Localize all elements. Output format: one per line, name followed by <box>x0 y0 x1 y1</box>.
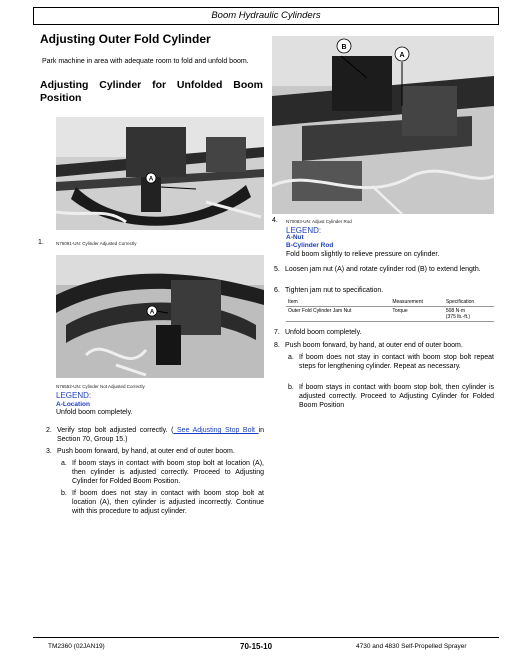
section-intro: Park machine in area with adequate room to fold and unfold boom. <box>42 58 249 65</box>
figure3-caption: N70083-UN: Adjust Cylinder Rod <box>286 219 352 224</box>
step-text: Push boom forward, by hand, at outer end of outer boom. <box>285 342 463 349</box>
substep-text: If boom does not stay in contact with boom stop bolt at location (A), then cylinder is adjusted incorrectly. Continue with this procedure to adjust cylinder. <box>72 490 264 515</box>
subsection-title-word: Boom <box>233 79 263 91</box>
step-text: Tighten jam nut to specification. <box>285 287 384 294</box>
figure1-caption: N76091-UN: Cylinder Adjusted Correctly <box>56 241 137 246</box>
footer-page-number: 70-15-10 <box>240 642 273 651</box>
substep-number: b. <box>61 490 67 497</box>
spec-table-header <box>286 298 494 307</box>
figure2-caption: N76552-UN: Cylinder Not Adjusted Correctly <box>56 384 145 389</box>
step-text-part: in Section 70, Group 15.) <box>57 427 264 443</box>
substep-text: If boom does not stay in contact with boom stop bolt repeat steps for lengthening cylinder. Repeat as necessary. <box>299 354 494 370</box>
figure-adjust-cylinder-rod-photo <box>272 36 494 214</box>
subsection-title-line2: Position <box>40 92 82 104</box>
figure3-legend-item: B-Cylinder Rod <box>286 242 334 249</box>
step-number: 8. <box>274 342 280 349</box>
substep-number: b. <box>288 384 294 391</box>
step-number: 3. <box>46 448 52 455</box>
spec-header-item: Item <box>288 299 298 305</box>
figure3-legend-heading: LEGEND: <box>286 226 322 235</box>
subsection-title-word: Cylinder <box>99 79 142 91</box>
step-number: 5. <box>274 266 280 273</box>
substep-text: If boom stays in contact with boom stop bolt, then cylinder is adjusted correctly. Proceed to Adjusting Cylinder for Folded Boom Position <box>299 384 494 409</box>
subsection-title-word: Adjusting <box>40 79 89 91</box>
spec-header-measurement: Measurement <box>392 299 423 305</box>
section-title: Adjusting Outer Fold Cylinder <box>40 32 211 46</box>
header-title: Boom Hydraulic Cylinders <box>211 10 321 21</box>
step-text <box>57 426 264 444</box>
spec-table-row <box>286 307 494 322</box>
figure2-note: Unfold boom completely. <box>56 409 133 416</box>
subsection-title-word: for <box>152 79 167 91</box>
step-text: Push boom forward, by hand, at outer end of outer boom. <box>57 448 235 455</box>
figure1-number: 1. <box>38 239 44 246</box>
step-text: Loosen jam nut (A) and rotate cylinder rod (B) to extend length. <box>285 266 481 273</box>
step-number: 7. <box>274 329 280 336</box>
figure3-note: Fold boom slightly to relieve pressure on cylinder. <box>286 251 440 258</box>
footer-divider <box>33 637 499 638</box>
callout-a-label: A <box>149 309 155 316</box>
figure3-number: 4. <box>272 217 278 224</box>
footer-doc-id: TM2360 (02JAN19) <box>48 643 105 650</box>
callout-a-label: A <box>399 52 405 59</box>
step-number: 2. <box>46 427 52 434</box>
figure-cylinder-not-adjusted-photo <box>56 255 264 378</box>
spec-cell-item: Outer Fold Cylinder Jam Nut <box>288 308 352 314</box>
spec-header-specification: Specification <box>445 299 475 305</box>
figure3-legend-item: A-Nut <box>286 234 304 241</box>
step-number: 6. <box>274 287 280 294</box>
figure2-legend-item: A-Location <box>56 401 90 408</box>
figure2-legend-heading: LEGEND: <box>56 391 92 400</box>
substep-number: a. <box>288 354 294 361</box>
header-divider <box>33 24 499 25</box>
step-text-part: Verify stop bolt adjusted correctly. ( <box>57 427 174 434</box>
figure-cylinder-adjusted-photo <box>56 117 264 230</box>
spec-cell-specification <box>444 307 494 322</box>
specification-table <box>286 298 494 322</box>
callout-a-label: A <box>148 176 154 183</box>
substep-text: If boom stays in contact with boom stop bolt at location (A), then cylinder is adjusted correctly. Proceed to Adjusting Cylinder for Folded Boom Position. <box>72 460 264 485</box>
spec-cell-measurement: Torque <box>392 308 408 314</box>
spec-value-metric: 508 N·m <box>445 308 466 314</box>
see-adjusting-stop-bolt-link[interactable]: See Adjusting Stop Bolt <box>173 427 259 434</box>
footer-product: 4730 and 4830 Self-Propelled Sprayer <box>356 643 467 650</box>
step-text: Unfold boom completely. <box>285 329 362 336</box>
substep-number: a. <box>61 460 67 467</box>
spec-value-imperial: (375 lb.-ft.) <box>445 314 471 320</box>
callout-b-label: B <box>341 44 347 51</box>
subsection-title <box>40 79 263 105</box>
subsection-title-word: Unfolded <box>176 79 223 91</box>
